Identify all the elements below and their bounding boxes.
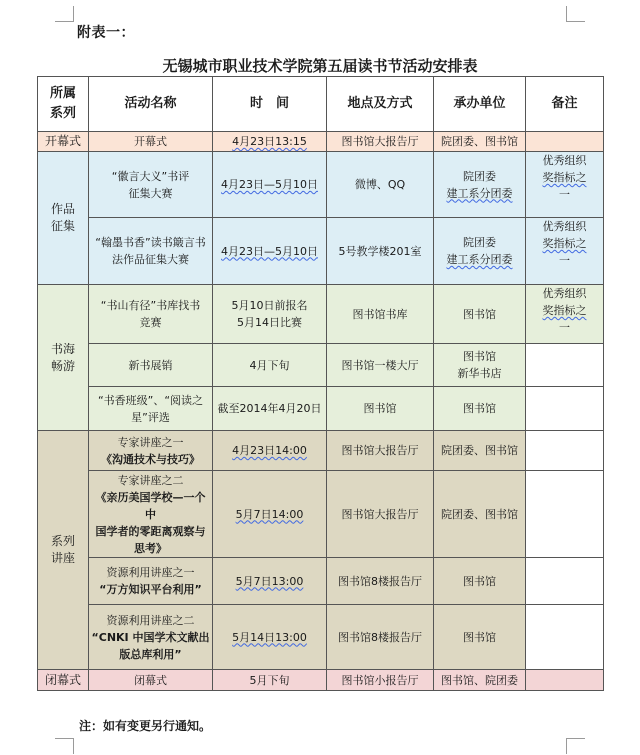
- crop-mark: [567, 21, 585, 22]
- schedule-table: [37, 76, 604, 691]
- activity-name: “翰墨书香”读书簸言书 法作品征集大赛: [89, 218, 213, 285]
- table-row: [38, 218, 604, 285]
- activity-location: 图书馆: [327, 387, 434, 431]
- crop-mark: [73, 6, 74, 22]
- activity-time: 5月下旬: [213, 670, 327, 691]
- table-row: [38, 471, 604, 558]
- activity-location: 图书馆大报告厅: [327, 132, 434, 152]
- activity-remark: [526, 605, 604, 670]
- footnote: 注：如有变更另行通知。: [79, 719, 212, 733]
- activity-name: 闭幕式: [89, 670, 213, 691]
- activity-time: 4月23日—5月10日: [213, 218, 327, 285]
- activity-time: 4月23日13:15: [213, 132, 327, 152]
- crop-mark: [55, 738, 73, 739]
- table-row: [38, 558, 604, 605]
- activity-organizer: 院团委 建工系分团委: [434, 218, 526, 285]
- activity-organizer: 图书馆: [434, 605, 526, 670]
- activity-time: 5月14日13:00: [213, 605, 327, 670]
- activity-remark: 优秀组织 奖指标之 一: [526, 285, 604, 344]
- activity-name: 资源利用讲座之二 “CNKI 中国学术文献出 版总库利用”: [89, 605, 213, 670]
- activity-organizer: 院团委、图书馆: [434, 471, 526, 558]
- activity-time: 截至2014年4月20日: [213, 387, 327, 431]
- activity-name: “徽言大义”书评 征集大赛: [89, 152, 213, 218]
- activity-remark: [526, 670, 604, 691]
- header-activity: 活动名称: [89, 77, 213, 132]
- category-opening: 开幕式: [38, 132, 89, 152]
- activity-remark: [526, 431, 604, 471]
- category-closing: 闭幕式: [38, 670, 89, 691]
- table-row: [38, 387, 604, 431]
- activity-remark: [526, 471, 604, 558]
- activity-time: 4月下旬: [213, 344, 327, 387]
- crop-mark: [567, 738, 585, 739]
- activity-name: 专家讲座之一 《沟通技术与技巧》: [89, 431, 213, 471]
- header-remark: 备注: [526, 77, 604, 132]
- activity-location: 图书馆大报告厅: [327, 431, 434, 471]
- header-row: [38, 77, 604, 132]
- crop-mark: [566, 738, 567, 754]
- activity-time: 5月7日13:00: [213, 558, 327, 605]
- activity-time: 5月10日前报名 5月14日比赛: [213, 285, 327, 344]
- table-row: [38, 152, 604, 218]
- activity-location: 图书馆小报告厅: [327, 670, 434, 691]
- activity-time: 4月23日14:00: [213, 431, 327, 471]
- activity-location: 图书馆书库: [327, 285, 434, 344]
- activity-location: 图书馆一楼大厅: [327, 344, 434, 387]
- activity-remark: 优秀组织 奖指标之 一: [526, 218, 604, 285]
- table-row: [38, 605, 604, 670]
- activity-remark: [526, 387, 604, 431]
- activity-remark: [526, 558, 604, 605]
- activity-name: “书香班级”、“阅读之 星”评选: [89, 387, 213, 431]
- activity-remark: 优秀组织 奖指标之 一: [526, 152, 604, 218]
- header-category: 所属 系列: [38, 77, 89, 132]
- table-row: [38, 344, 604, 387]
- table-row: [38, 285, 604, 344]
- activity-name: 新书展销: [89, 344, 213, 387]
- activity-organizer: 图书馆: [434, 285, 526, 344]
- table-row: [38, 431, 604, 471]
- activity-organizer: 院团委、图书馆: [434, 132, 526, 152]
- activity-location: 图书馆大报告厅: [327, 471, 434, 558]
- appendix-heading: 附表一：: [77, 25, 135, 41]
- activity-organizer: 院团委 建工系分团委: [434, 152, 526, 218]
- crop-mark: [73, 738, 74, 754]
- table-row: [38, 132, 604, 152]
- activity-time: 4月23日—5月10日: [213, 152, 327, 218]
- table-row: [38, 670, 604, 691]
- crop-mark: [566, 6, 567, 22]
- header-location: 地点及方式: [327, 77, 434, 132]
- activity-name: 专家讲座之二 《亲历美国学校—一个中 国学者的零距离观察与 思考》: [89, 471, 213, 558]
- activity-location: 微博、QQ: [327, 152, 434, 218]
- activity-location: 图书馆8楼报告厅: [327, 605, 434, 670]
- activity-remark: [526, 344, 604, 387]
- header-organizer: 承办单位: [434, 77, 526, 132]
- category-works: 作品 征集: [38, 152, 89, 285]
- activity-organizer: 院团委、图书馆: [434, 431, 526, 471]
- activity-location: 图书馆8楼报告厅: [327, 558, 434, 605]
- activity-time: 5月7日14:00: [213, 471, 327, 558]
- crop-mark: [55, 21, 73, 22]
- header-time: 时 间: [213, 77, 327, 132]
- category-lectures: 系列 讲座: [38, 431, 89, 670]
- document-title: 无锡城市职业技术学院第五届读书节活动安排表: [162, 57, 478, 75]
- activity-name: “书山有径”书库找书 竞赛: [89, 285, 213, 344]
- activity-organizer: 图书馆: [434, 387, 526, 431]
- activity-organizer: 图书馆、院团委: [434, 670, 526, 691]
- activity-organizer: 图书馆: [434, 558, 526, 605]
- category-reading: 书海 畅游: [38, 285, 89, 431]
- activity-remark: [526, 132, 604, 152]
- activity-name: 资源利用讲座之一 “万方知识平台利用”: [89, 558, 213, 605]
- activity-organizer: 图书馆 新华书店: [434, 344, 526, 387]
- activity-location: 5号教学楼201室: [327, 218, 434, 285]
- activity-name: 开幕式: [89, 132, 213, 152]
